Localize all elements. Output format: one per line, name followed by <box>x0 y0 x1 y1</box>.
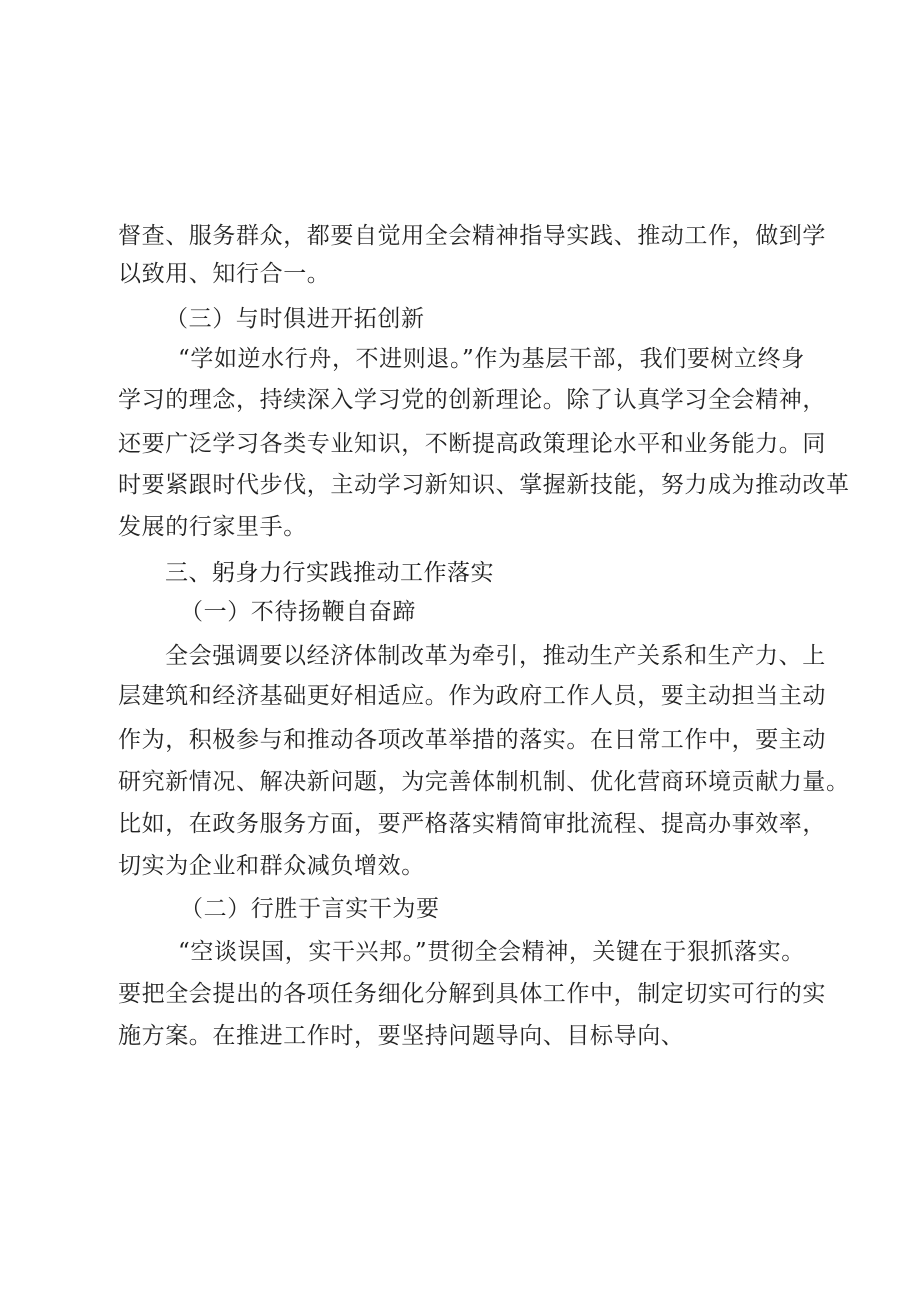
paragraph-line: “学如逆水行舟，不进则退。”作为基层干部，我们要树立终身 <box>178 346 805 372</box>
paragraph-line: 比如，在政务服务方面，要严格落实精简审批流程、提高办事效率， <box>118 811 826 837</box>
paragraph-line: 发展的行家里手。 <box>118 514 307 540</box>
paragraph-line: 作为，积极参与和推动各项改革举措的落实。在日常工作中，要主动 <box>118 727 826 753</box>
paragraph-line: 学习的理念，持续深入学习党的创新理论。除了认真学习全会精神， <box>118 387 826 413</box>
paragraph-line: 研究新情况、解决新问题，为完善体制机制、优化营商环境贡献力量。 <box>118 769 850 795</box>
paragraph-line: 施方案。在推进工作时，要坚持问题导向、目标导向、 <box>118 1023 685 1049</box>
paragraph-line: “空谈误国，实干兴邦。”贯彻全会精神，关键在于狠抓落实。 <box>178 939 805 965</box>
section-heading-3: 三、躬身力行实践推动工作落实 <box>165 560 494 586</box>
paragraph-line: 切实为企业和群众减负增效。 <box>118 853 425 879</box>
subsection-heading-3: （三）与时俱进开拓创新 <box>165 306 425 332</box>
paragraph-line: 全会强调要以经济体制改革为牵引，推动生产关系和生产力、上 <box>165 643 826 669</box>
subsection-heading-1: （一）不待扬鞭自奋蹄 <box>180 599 416 625</box>
paragraph-line: 层建筑和经济基础更好相适应。作为政府工作人员，要主动担当主动 <box>118 683 826 709</box>
paragraph-line: 时要紧跟时代步伐，主动学习新知识、掌握新技能，努力成为推动改革 <box>118 472 850 498</box>
paragraph-line: 要把全会提出的各项任务细化分解到具体工作中，制定切实可行的实 <box>118 981 826 1007</box>
paragraph-line: 以致用、知行合一。 <box>118 261 331 287</box>
paragraph-line: 还要广泛学习各类专业知识，不断提高政策理论水平和业务能力。同 <box>118 431 826 457</box>
paragraph-line: 督查、服务群众，都要自觉用全会精神指导实践、推动工作，做到学 <box>118 223 826 249</box>
subsection-heading-2: （二）行胜于言实干为要 <box>180 896 440 922</box>
